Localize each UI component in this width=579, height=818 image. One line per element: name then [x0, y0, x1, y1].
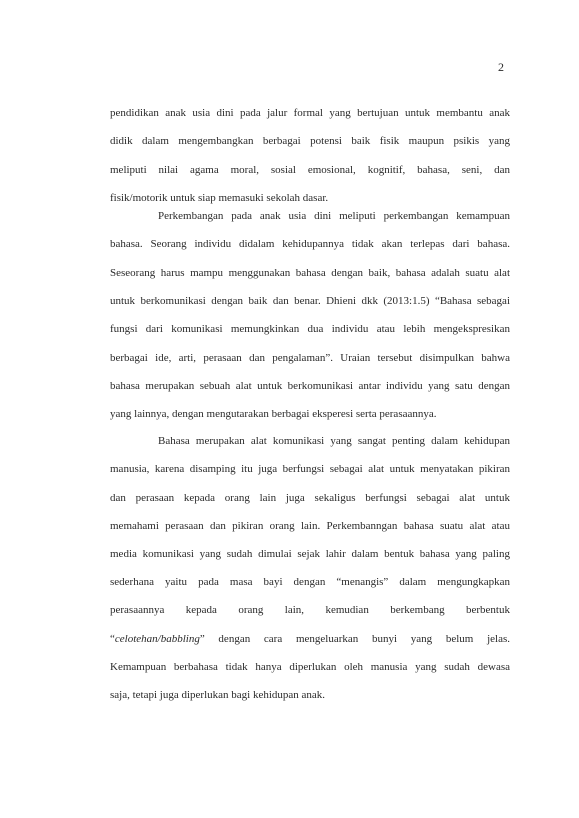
- paragraph-2-line-7: bahasa merupakan sebuah alat untuk berkomunikasi antar individu yang satu dengan: [110, 380, 510, 392]
- babbling-term: celotehan/babbling: [114, 633, 200, 645]
- paragraph-2-line-6: berbagai ide, arti, perasaan dan pengalaman”. Uraian tersebut disimpulkan bahwa: [110, 352, 510, 364]
- paragraph-2-line-2: bahasa. Seorang individu didalam kehidupannya tidak akan terlepas dari bahasa.: [110, 238, 510, 250]
- paragraph-3-line-10: saja, tetapi juga diperlukan bagi kehidupan anak.: [110, 689, 326, 701]
- paragraph-3-line-5: media komunikasi yang sudah dimulai sejak lahir dalam bentuk bahasa yang paling: [110, 548, 510, 560]
- paragraph-3-line-6: sederhana yaitu pada masa bayi dengan “menangis” dalam mengungkapkan: [110, 576, 510, 588]
- paragraph-1-line-3: meliputi nilai agama moral, sosial emosional, kognitif, bahasa, seni, dan: [110, 164, 510, 176]
- paragraph-3-line-9: Kemampuan berbahasa tidak hanya diperlukan oleh manusia yang sudah dewasa: [110, 661, 510, 673]
- paragraph-2-line-5: fungsi dari komunikasi memungkinkan dua individu atau lebih mengekspresikan: [110, 323, 510, 335]
- paragraph-3-line-4: memahami perasaan dan pikiran orang lain. Perkembanngan bahasa suatu alat atau: [110, 520, 510, 532]
- paragraph-1-line-2: didik dalam mengembangkan berbagai potensi baik fisik maupun psikis yang: [110, 135, 510, 147]
- paragraph-3-line-2: manusia, karena disamping itu juga berfungsi sebagai alat untuk menyatakan pikiran: [110, 463, 510, 475]
- paragraph-1-line-1: pendidikan anak usia dini pada jalur formal yang bertujuan untuk membantu anak: [110, 107, 510, 119]
- paragraph-2-line-8: yang lainnya, dengan mengutarakan berbagai eksperesi serta perasaannya.: [110, 408, 437, 420]
- paragraph-3-line-1: Bahasa merupakan alat komunikasi yang sangat penting dalam kehidupan: [158, 435, 510, 447]
- paragraph-3-line-7: perasaannya kepada orang lain, kemudian berkembang berbentuk: [110, 604, 510, 616]
- paragraph-3-line-3: dan perasaan kepada orang lain juga sekaligus berfungsi sebagai alat untuk: [110, 492, 510, 504]
- paragraph-3-line-8: “celotehan/babbling” dengan cara mengeluarkan bunyi yang belum jelas.: [110, 633, 510, 645]
- page-number: 2: [498, 60, 504, 74]
- paragraph-2-line-4: untuk berkomunikasi dengan baik dan benar. Dhieni dkk (2013:1.5) “Bahasa sebagai: [110, 295, 510, 307]
- paragraph-2-line-3: Seseorang harus mampu menggunakan bahasa dengan baik, bahasa adalah suatu alat: [110, 267, 510, 279]
- paragraph-1-line-4: fisik/motorik untuk siap memasuki sekolah dasar.: [110, 192, 329, 204]
- paragraph-2-line-1: Perkembangan pada anak usia dini meliputi perkembangan kemampuan: [158, 210, 510, 222]
